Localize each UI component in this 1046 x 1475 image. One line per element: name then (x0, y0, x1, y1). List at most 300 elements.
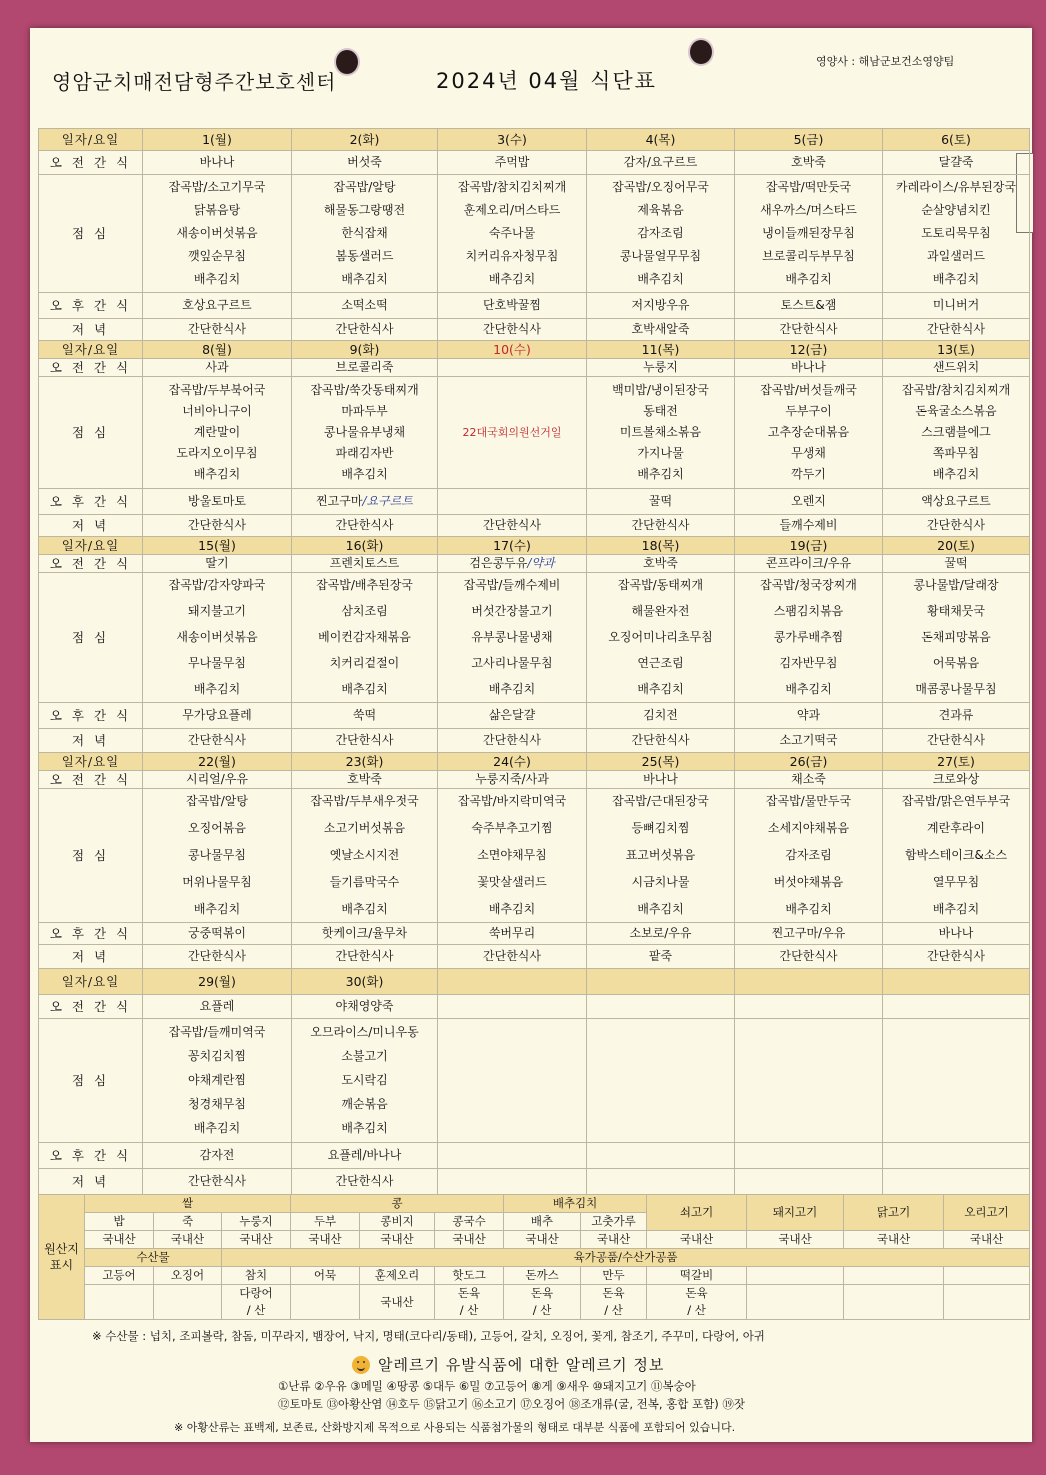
lunch-item: 열무무침 (932, 875, 980, 889)
center-title: 영암군치매전담형주간보호센터 (52, 70, 337, 94)
lunch-item: 도토리묵무침 (921, 226, 991, 240)
origin-empty (747, 1285, 844, 1320)
morning-label: 오 전 간 식 (39, 555, 143, 573)
lunch-item: 미트볼채소볶음 (619, 425, 702, 439)
dinner-row (39, 1169, 1030, 1195)
menu-sheet (30, 28, 1032, 1442)
morning-cell (143, 151, 292, 175)
lunch-label: 점 심 (39, 789, 143, 923)
morning-item: 요플레 (199, 999, 235, 1013)
day-cell: 13(토) (883, 341, 1030, 359)
dinner-cell: 간단한식사 (883, 319, 1030, 341)
menu-title: 2024년 04월 식단표 (436, 69, 657, 93)
afternoon-label: 오 후 간 식 (39, 489, 143, 515)
lunch-item: 너비아니구이 (182, 404, 252, 418)
lunch-item: 새송이버섯볶음 (176, 226, 258, 240)
afternoon-item: 바나나 (938, 926, 974, 940)
afternoon-cell (143, 923, 292, 945)
afternoon-label: 오 후 간 식 (39, 1143, 143, 1169)
day-cell: 6(토) (883, 129, 1030, 151)
afternoon-cell (438, 293, 587, 319)
day-cell: 20(토) (883, 537, 1030, 555)
afternoon-row (39, 1143, 1030, 1169)
origin-empty (844, 1285, 944, 1320)
lunch-item: 계란후라이 (927, 821, 985, 835)
lunch-item: 소고기버섯볶음 (323, 821, 406, 835)
date-label: 일자/요일 (39, 341, 143, 359)
afternoon-cell (587, 923, 735, 945)
afternoon-item: 감자전 (199, 1148, 235, 1162)
lunch-item: 잡곡밥/청국장찌개 (760, 578, 857, 592)
dinner-cell: 간단한식사 (143, 945, 292, 969)
origin-duck-value: 국내산 (360, 1285, 435, 1320)
afternoon-cell (143, 1143, 292, 1169)
dinner-cell: 간단한식사 (292, 729, 438, 753)
dinner-cell: 간단한식사 (883, 945, 1030, 969)
dinner-label: 저 녁 (39, 515, 143, 537)
lunch-item: 무나물무침 (188, 656, 246, 670)
day-cell: 30(화) (292, 969, 438, 995)
dinner-row (39, 729, 1030, 753)
lunch-item: 오므라이스/미니우동 (310, 1025, 419, 1039)
morning-item: 버섯죽 (347, 155, 382, 169)
lunch-item: 제육볶음 (637, 203, 684, 217)
lunch-cell (735, 573, 883, 703)
origin-value: 국내산 (222, 1231, 291, 1249)
lunch-item: 배추김치 (341, 272, 388, 286)
day-cell: 15(월) (143, 537, 292, 555)
dinner-label: 저 녁 (39, 729, 143, 753)
morning-item: 바나나 (643, 772, 678, 786)
date-row (39, 129, 1030, 151)
pork-word: 돈육 (685, 1286, 708, 1300)
dinner-cell (587, 1169, 735, 1195)
pork-word: 돈육 (530, 1286, 554, 1300)
lunch-item: 배추김치 (932, 902, 980, 916)
lunch-item: 매콤콩나물무침 (915, 682, 997, 696)
afternoon-cell (883, 703, 1030, 729)
day-cell: 2(화) (292, 129, 438, 151)
origin-beef: 쇠고기 (647, 1195, 747, 1231)
morning-cell (438, 555, 587, 573)
origin-value: 국내산 (85, 1231, 154, 1249)
lunch-item: 과일샐러드 (927, 249, 985, 263)
afternoon-cell (883, 1143, 1030, 1169)
afternoon-item: 저지방우유 (631, 298, 690, 312)
morning-cell (587, 359, 735, 377)
day-cell: 29(월) (143, 969, 292, 995)
morning-row (39, 151, 1030, 175)
origin-value: 국내산 (360, 1231, 435, 1249)
morning-cell (883, 771, 1030, 789)
lunch-item: 배추김치 (637, 682, 684, 696)
lunch-item: 유부콩나물냉채 (471, 630, 553, 644)
lunch-item: 잡곡밥/동태찌개 (617, 578, 704, 592)
dietitian-label: 영양사 : 해남군보건소영양팀 (816, 55, 955, 68)
lunch-item: 돼지불고기 (188, 604, 246, 618)
dinner-cell: 간단한식사 (438, 729, 587, 753)
day-cell (735, 969, 883, 995)
lunch-item: 고사리나물무침 (471, 656, 553, 670)
dinner-cell (883, 1169, 1030, 1195)
afternoon-item: 약과 (796, 708, 821, 722)
origin-value: 국내산 (581, 1231, 647, 1249)
origin-item: 누룽지 (222, 1213, 291, 1231)
morning-cell (735, 151, 883, 175)
lunch-item: 야채계란찜 (188, 1073, 246, 1087)
day-cell: 4(목) (587, 129, 735, 151)
lunch-item: 잡곡밥/떡만둣국 (765, 180, 852, 194)
morning-cell (143, 771, 292, 789)
allergy-title: 알레르기 유발식품에 대한 알레르기 정보 (378, 1356, 665, 1374)
lunch-cell (587, 789, 735, 923)
day-cell: 23(화) (292, 753, 438, 771)
afternoon-item: 핫케이크/율무차 (321, 926, 408, 940)
morning-cell (735, 359, 883, 377)
slash-san: / 산 (604, 1303, 623, 1317)
lunch-cell (143, 573, 292, 703)
origin-item: 고등어 (85, 1267, 154, 1285)
lunch-item: 쪽파무침 (932, 446, 980, 460)
morning-cell (292, 555, 438, 573)
origin-value: 국내산 (291, 1231, 360, 1249)
lunch-item: 브로콜리두부무침 (762, 249, 855, 263)
lunch-item: 배추김치 (193, 1121, 241, 1135)
afternoon-item: 삶은달걀 (488, 708, 536, 722)
origin-empty (291, 1285, 360, 1320)
lunch-item: 잡곡밥/두부북어국 (168, 383, 266, 397)
lunch-item: 배추김치 (785, 682, 832, 696)
origin-item: 참치 (222, 1267, 291, 1285)
dinner-cell: 간단한식사 (883, 515, 1030, 537)
morning-cell (438, 995, 587, 1019)
dinner-cell: 간단한식사 (735, 945, 883, 969)
afternoon-item: 꿀떡 (648, 494, 673, 508)
afternoon-item: 토스트&잼 (780, 298, 837, 312)
origin-value: 국내산 (747, 1231, 844, 1249)
dinner-cell: 간단한식사 (438, 319, 587, 341)
dinner-cell: 간단한식사 (735, 319, 883, 341)
dinner-cell: 간단한식사 (143, 729, 292, 753)
origin-item: 훈제오리 (360, 1267, 435, 1285)
day-cell: 24(수) (438, 753, 587, 771)
lunch-cell (883, 175, 1030, 293)
lunch-cell (438, 1019, 587, 1143)
lunch-cell (292, 1019, 438, 1143)
lunch-item: 가지나물 (637, 446, 684, 460)
origin-value: 국내산 (435, 1231, 504, 1249)
lunch-item: 숙주나물 (488, 226, 536, 240)
lunch-item: 새송이버섯볶음 (176, 630, 258, 644)
morning-item: 달걀죽 (938, 155, 974, 169)
afternoon-item: 김치전 (643, 708, 678, 722)
lunch-cell (735, 1019, 883, 1143)
dinner-row (39, 945, 1030, 969)
lunch-item: 냉이들깨된장무침 (762, 226, 855, 240)
lunch-item: 무생채 (791, 446, 826, 460)
lunch-cell (587, 573, 735, 703)
lunch-item: 잡곡밥/알탕 (185, 794, 248, 808)
lunch-item: 스크램블에그 (921, 425, 991, 439)
afternoon-cell (292, 703, 438, 729)
lunch-label: 점 심 (39, 377, 143, 489)
lunch-cell (292, 789, 438, 923)
morning-cell (292, 151, 438, 175)
lunch-item: 콩나물무침 (188, 848, 246, 862)
lunch-item: 도시락김 (341, 1073, 388, 1087)
lunch-item: 동태전 (643, 404, 678, 418)
lunch-item: 잡곡밥/두부새우젓국 (310, 794, 419, 808)
dinner-row (39, 319, 1030, 341)
afternoon-cell (587, 293, 735, 319)
afternoon-item: 오렌지 (791, 494, 826, 508)
lunch-cell (438, 789, 587, 923)
pork-word: 돈육 (457, 1286, 481, 1300)
afternoon-cell (735, 293, 883, 319)
date-row (39, 753, 1030, 771)
afternoon-row (39, 293, 1030, 319)
afternoon-item: 찐고구마 (316, 494, 363, 508)
date-label: 일자/요일 (39, 969, 143, 995)
lunch-cell (587, 1019, 735, 1143)
lunch-item: 꽁치김치찜 (188, 1049, 246, 1063)
origin-pork-value (581, 1285, 647, 1320)
origin-value: 국내산 (154, 1231, 222, 1249)
morning-cell (438, 359, 587, 377)
afternoon-label: 오 후 간 식 (39, 293, 143, 319)
morning-item: 호박죽 (791, 155, 826, 169)
lunch-item: 숙주부추고기찜 (471, 821, 553, 835)
lunch-cell (883, 377, 1030, 489)
lunch-item: 돈채피망볶음 (921, 630, 991, 644)
lunch-item: 잡곡밥/참치김치찌개 (457, 180, 567, 194)
dinner-cell: 간단한식사 (438, 515, 587, 537)
day-cell: 26(금) (735, 753, 883, 771)
lunch-row (39, 1019, 1030, 1143)
lunch-item: 잡곡밥/오징어무국 (612, 180, 709, 194)
lunch-item: 파래김자반 (335, 446, 394, 460)
morning-cell (883, 995, 1030, 1019)
date-label: 일자/요일 (39, 753, 143, 771)
lunch-item: 콩나물얼무무침 (619, 249, 702, 263)
afternoon-item: 방울토마토 (188, 494, 246, 508)
lunch-item: 꽃맛살샐러드 (477, 875, 547, 889)
lunch-item: 배추김치 (193, 902, 241, 916)
day-cell: 12(금) (735, 341, 883, 359)
lunch-item: 잡곡밥/버섯들깨국 (760, 383, 857, 397)
lunch-item: 새우까스/머스타드 (760, 203, 857, 217)
lunch-item: 잡곡밥/맑은연두부국 (901, 794, 1011, 808)
morning-item: 샌드위치 (932, 360, 980, 374)
dinner-cell: 간단한식사 (292, 319, 438, 341)
origin-item: 오징어 (154, 1267, 222, 1285)
afternoon-cell (735, 1143, 883, 1169)
lunch-item: 돈육굴소스볶음 (915, 404, 997, 418)
origin-side-label: 원산지표시 (39, 1195, 85, 1320)
lunch-item: 청경채무침 (188, 1097, 246, 1111)
day-cell (587, 969, 735, 995)
weekly-menu-table (38, 128, 1030, 1195)
morning-item: 검은콩두유 (469, 556, 528, 570)
date-label: 일자/요일 (39, 537, 143, 555)
dinner-cell: 간단한식사 (587, 515, 735, 537)
lunch-item: 닭볶음탕 (193, 203, 241, 217)
lunch-cell (587, 175, 735, 293)
lunch-item: 잡곡밥/소고기무국 (168, 180, 266, 194)
origin-empty (944, 1285, 1030, 1320)
lunch-cell (292, 573, 438, 703)
morning-item: 시리얼/우유 (185, 772, 248, 786)
origin-item: 죽 (154, 1213, 222, 1231)
lunch-item: 카레라이스/유부된장국 (896, 180, 1016, 194)
afternoon-cell (292, 293, 438, 319)
lunch-item: 배추김치 (488, 902, 536, 916)
slash-san: / 산 (532, 1303, 552, 1317)
lunch-cell (143, 377, 292, 489)
afternoon-item: 단호박꿀찜 (483, 298, 541, 312)
afternoon-cell (438, 923, 587, 945)
lunch-item: 봄동샐러드 (335, 249, 394, 263)
morning-cell (883, 151, 1030, 175)
lunch-item: 콩나물밥/달래장 (913, 578, 999, 592)
origin-bean: 콩 (291, 1195, 504, 1213)
lunch-item: 배추김치 (785, 272, 832, 286)
lunch-item: 배추김치 (932, 272, 980, 286)
origin-table (38, 1194, 1030, 1320)
morning-item: 주먹밥 (494, 155, 530, 169)
lunch-item: 배추김치 (932, 467, 980, 481)
day-cell: 1(월) (143, 129, 292, 151)
lunch-item: 배추김치 (193, 682, 241, 696)
afternoon-cell (735, 703, 883, 729)
handwritten-note: /요구르트 (362, 494, 413, 508)
dinner-cell: 간단한식사 (883, 729, 1030, 753)
afternoon-item: 쑥버무리 (488, 926, 536, 940)
smiley-icon (352, 1356, 370, 1374)
afternoon-cell (438, 1143, 587, 1169)
origin-empty (154, 1285, 222, 1320)
lunch-cell (883, 1019, 1030, 1143)
origin-processed: 육가공품/수산가공품 (222, 1249, 1030, 1267)
lunch-item: 잡곡밥/배추된장국 (316, 578, 413, 592)
afternoon-cell (883, 293, 1030, 319)
allergy-list-2: ⑫토마토 ⑬아황산염 ⑭호두 ⑮닭고기 ⑯소고기 ⑰오징어 ⑱조개류(굴, 전복, 홍합 포함) ⑲잣 (278, 1397, 745, 1411)
dinner-cell: 간단한식사 (587, 729, 735, 753)
afternoon-item: 소떡소떡 (341, 298, 388, 312)
lunch-item: 잡곡밥/쑥갓동태찌개 (310, 383, 419, 397)
morning-cell (292, 359, 438, 377)
morning-item: 야채영양죽 (335, 999, 394, 1013)
afternoon-cell (587, 1143, 735, 1169)
morning-cell (143, 359, 292, 377)
lunch-item: 해물동그랑땡전 (323, 203, 406, 217)
afternoon-item: 요플레/바나나 (327, 1148, 402, 1162)
dinner-cell: 호박새알죽 (587, 319, 735, 341)
lunch-item: 배추김치 (637, 272, 684, 286)
lunch-item: 스팸김치볶음 (773, 604, 844, 618)
seafood-note: ※ 수산물 : 넙치, 조피볼락, 참돔, 미꾸라지, 뱀장어, 낙지, 명태(코다리/동태), 고등어, 갈치, 오징어, 꽃게, 참조기, 주꾸미, 다랑어, 아귀 (92, 1329, 765, 1343)
dinner-label: 저 녁 (39, 1169, 143, 1195)
day-cell: 22(월) (143, 753, 292, 771)
dinner-label: 저 녁 (39, 945, 143, 969)
lunch-item: 배추김치 (637, 467, 684, 481)
origin-item: 만두 (581, 1267, 647, 1285)
lunch-item: 마파두부 (341, 404, 388, 418)
day-cell: 27(토) (883, 753, 1030, 771)
day-cell: 11(목) (587, 341, 735, 359)
afternoon-cell (735, 923, 883, 945)
lunch-item: 오징어볶음 (188, 821, 246, 835)
lunch-item: 배추김치 (193, 467, 241, 481)
lunch-item: 베이컨감자채볶음 (318, 630, 411, 644)
date-row (39, 969, 1030, 995)
lunch-item: 고추장순대볶음 (767, 425, 850, 439)
origin-tuna (222, 1285, 291, 1320)
lunch-item: 함박스테이크&소스 (904, 848, 1008, 862)
lunch-item: 시금치나물 (631, 875, 690, 889)
morning-row (39, 359, 1030, 377)
dinner-cell: 들깨수제비 (735, 515, 883, 537)
day-cell: 25(목) (587, 753, 735, 771)
lunch-cell (735, 175, 883, 293)
lunch-item: 치커리겉절이 (329, 656, 400, 670)
lunch-row (39, 573, 1030, 703)
allergy-list (278, 1378, 745, 1412)
lunch-item: 김자반무침 (779, 656, 838, 670)
afternoon-cell (587, 703, 735, 729)
origin-item: 밥 (85, 1213, 154, 1231)
lunch-item: 한식잡채 (341, 226, 388, 240)
afternoon-item: 액상요구르트 (921, 494, 991, 508)
afternoon-label: 오 후 간 식 (39, 923, 143, 945)
morning-cell (587, 995, 735, 1019)
morning-label: 오 전 간 식 (39, 995, 143, 1019)
afternoon-item: 소보로/우유 (629, 926, 692, 940)
day-cell: 19(금) (735, 537, 883, 555)
origin-item: 두부 (291, 1213, 360, 1231)
morning-item: 누룽지죽/사과 (475, 772, 549, 786)
afternoon-label: 오 후 간 식 (39, 703, 143, 729)
afternoon-row (39, 703, 1030, 729)
lunch-item: 배추김치 (341, 682, 388, 696)
lunch-item: 배추김치 (193, 272, 241, 286)
lunch-item: 연근조림 (637, 656, 684, 670)
morning-row (39, 771, 1030, 789)
day-cell: 10(수) (438, 341, 587, 359)
lunch-item: 오징어미나리초무침 (608, 630, 713, 644)
morning-item: 콘프라이크/우유 (765, 556, 852, 570)
lunch-cell (438, 175, 587, 293)
afternoon-cell (292, 1143, 438, 1169)
afternoon-item: 미니버거 (932, 298, 980, 312)
origin-empty (747, 1267, 844, 1285)
morning-cell (438, 151, 587, 175)
lunch-label: 점 심 (39, 175, 143, 293)
dinner-cell: 소고기떡국 (735, 729, 883, 753)
lunch-cell (143, 1019, 292, 1143)
origin-item: 고춧가루 (581, 1213, 647, 1231)
morning-cell (143, 995, 292, 1019)
lunch-item: 버섯간장불고기 (471, 604, 553, 618)
morning-item: 사과 (205, 360, 229, 374)
morning-cell (735, 995, 883, 1019)
lunch-item: 도라지오이무침 (176, 446, 258, 460)
afternoon-item: 무가당요플레 (182, 708, 252, 722)
morning-row (39, 995, 1030, 1019)
morning-label: 오 전 간 식 (39, 771, 143, 789)
lunch-item: 잡곡밥/근대된장국 (612, 794, 709, 808)
origin-value: 국내산 (844, 1231, 944, 1249)
